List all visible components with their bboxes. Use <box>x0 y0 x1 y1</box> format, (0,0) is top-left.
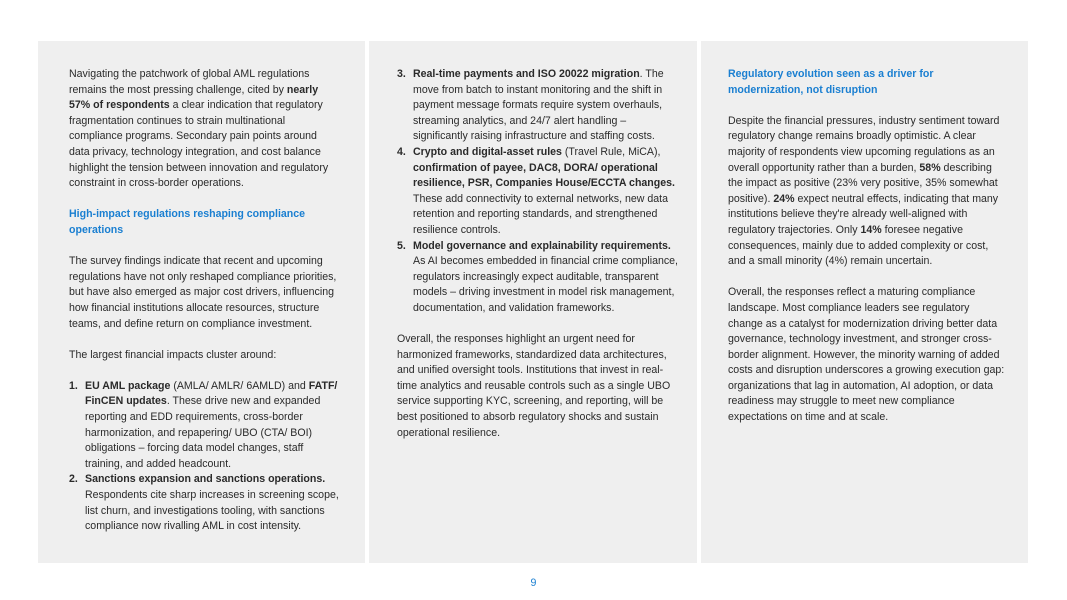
text-run: . The move from batch to instant monitoring and the shift in payment message formats require system overhauls, streaming analytics, and 24/7 alert handling – significantly raising infrastructure and staffing costs. <box>413 68 664 143</box>
list-item <box>69 379 339 473</box>
list-item <box>397 239 679 317</box>
impact-list-part2 <box>397 67 679 317</box>
bold-text: 58% <box>919 161 941 174</box>
column-right-content <box>728 67 1006 441</box>
text-run: describing the impact as positive (23% very positive, 35% somewhat positive). <box>728 161 998 205</box>
text-run: (Travel Rule, MiCA), <box>561 145 661 158</box>
list-number: 3. <box>397 68 406 80</box>
bold-text: Model governance and explainability requirements. <box>413 239 671 252</box>
page-number: 9 <box>530 577 537 589</box>
overall-paragraph: Overall, the responses highlight an urgent need for harmonized frameworks, standardized data architectures, and unified oversight tools. Institutions that invest in real-time analytics and reusable controls such as a single UBO service supporting KYC, screening, and reporting, will be best positioned to absorb regulatory shocks and sustain operational resilience. <box>397 333 671 439</box>
section-heading-high-impact: High-impact regulations reshaping compliance operations <box>69 208 306 236</box>
list-number: 4. <box>397 145 406 158</box>
bold-text: Crypto and digital-asset rules <box>413 145 562 158</box>
bold-text: nearly 57% of respondents <box>69 83 319 112</box>
list-number: 5. <box>397 239 406 252</box>
bold-text: confirmation of payee, DAC8, DORA/ operational resilience, PSR, Companies House/ECCTA changes. <box>413 161 675 190</box>
text-run: Despite the financial pressures, industry sentiment toward regulatory change remains broadly optimistic. A clear majority of respondents view upcoming regulations as an overall opportunity rather than a burden, <box>728 114 1000 174</box>
list-item <box>397 67 679 145</box>
column-left-content <box>69 67 339 550</box>
list-number: 1. <box>69 379 78 392</box>
bold-text: Real-time payments and ISO 20022 migration <box>413 68 640 80</box>
bold-text: 14% <box>860 223 882 236</box>
text-run: foresee negative consequences, mainly due to added complexity or cost, and a small minority (4%) remain uncertain. <box>728 223 989 268</box>
sentiment-paragraph <box>728 114 1006 270</box>
survey-findings-paragraph: The survey findings indicate that recent and upcoming regulations have not only reshaped compliance priorities, but have also emerged as major cost drivers, influencing how financial institutions allocate resources, structure teams, and define return on compliance investment. <box>69 255 337 330</box>
text-run: Respondents cite sharp increases in screening scope, list churn, and investigations tooling, with sanctions compliance now rivalling AML in cost intensity. <box>85 489 339 533</box>
column-left <box>38 41 365 563</box>
list-item <box>69 472 339 534</box>
text-run: Navigating the patchwork of global AML regulations remains the most pressing challenge, cited by <box>69 68 310 96</box>
list-item <box>397 145 679 239</box>
column-right <box>701 41 1028 563</box>
intro-paragraph <box>69 67 339 192</box>
text-run: As AI becomes embedded in financial crime compliance, regulators increasingly expect auditable, transparent models – driving investment in model risk management, documentation, and validation frameworks. <box>413 255 678 314</box>
text-run: (AMLA/ AMLR/ 6AMLD) and <box>170 379 309 392</box>
text-run: . These drive new and expanded reporting and EDD requirements, cross-border harmonization, and repapering/ UBO (CTA/ BOI) obligations – forcing data model changes, staff training, and added headcount. <box>85 395 321 470</box>
text-run: These add connectivity to external networks, new data retention and reporting standards, and strengthened resilience controls. <box>413 192 668 236</box>
text-run: expect neutral effects, indicating that many institutions believe they're already well-aligned with regulatory trajectories. Only <box>728 192 999 236</box>
column-middle-content <box>397 67 679 457</box>
financial-impacts-intro: The largest financial impacts cluster around: <box>69 348 277 361</box>
text-run: a clear indication that regulatory fragmentation continues to strain multinational compliance programs. Secondary pain points around data privacy, technology integration, and cost balance highlight the tension between innovation and regulatory constraint in cross-border operations. <box>69 99 329 190</box>
bold-text: EU AML package <box>85 379 171 392</box>
list-number: 2. <box>69 473 78 486</box>
bold-text: 24% <box>773 192 795 205</box>
section-heading-regulatory-evolution: Regulatory evolution seen as a driver for modernization, not disruption <box>728 68 934 96</box>
impact-list-part1 <box>69 379 339 535</box>
bold-text: FATF/ FinCEN updates <box>85 379 338 408</box>
column-middle <box>369 41 697 563</box>
maturing-landscape-paragraph: Overall, the responses reflect a maturing compliance landscape. Most compliance leaders see regulatory change as a catalyst for modernization driving better data governance, technology investment, and stronger cross-border alignment. However, the minority warning of added costs and disruption underscores a growing execution gap: organizations that lag in automation, AI adoption, or data readiness may struggle to meet new compliance expectations on time and at scale. <box>728 286 1005 424</box>
bold-text: Sanctions expansion and sanctions operations. <box>85 473 326 486</box>
